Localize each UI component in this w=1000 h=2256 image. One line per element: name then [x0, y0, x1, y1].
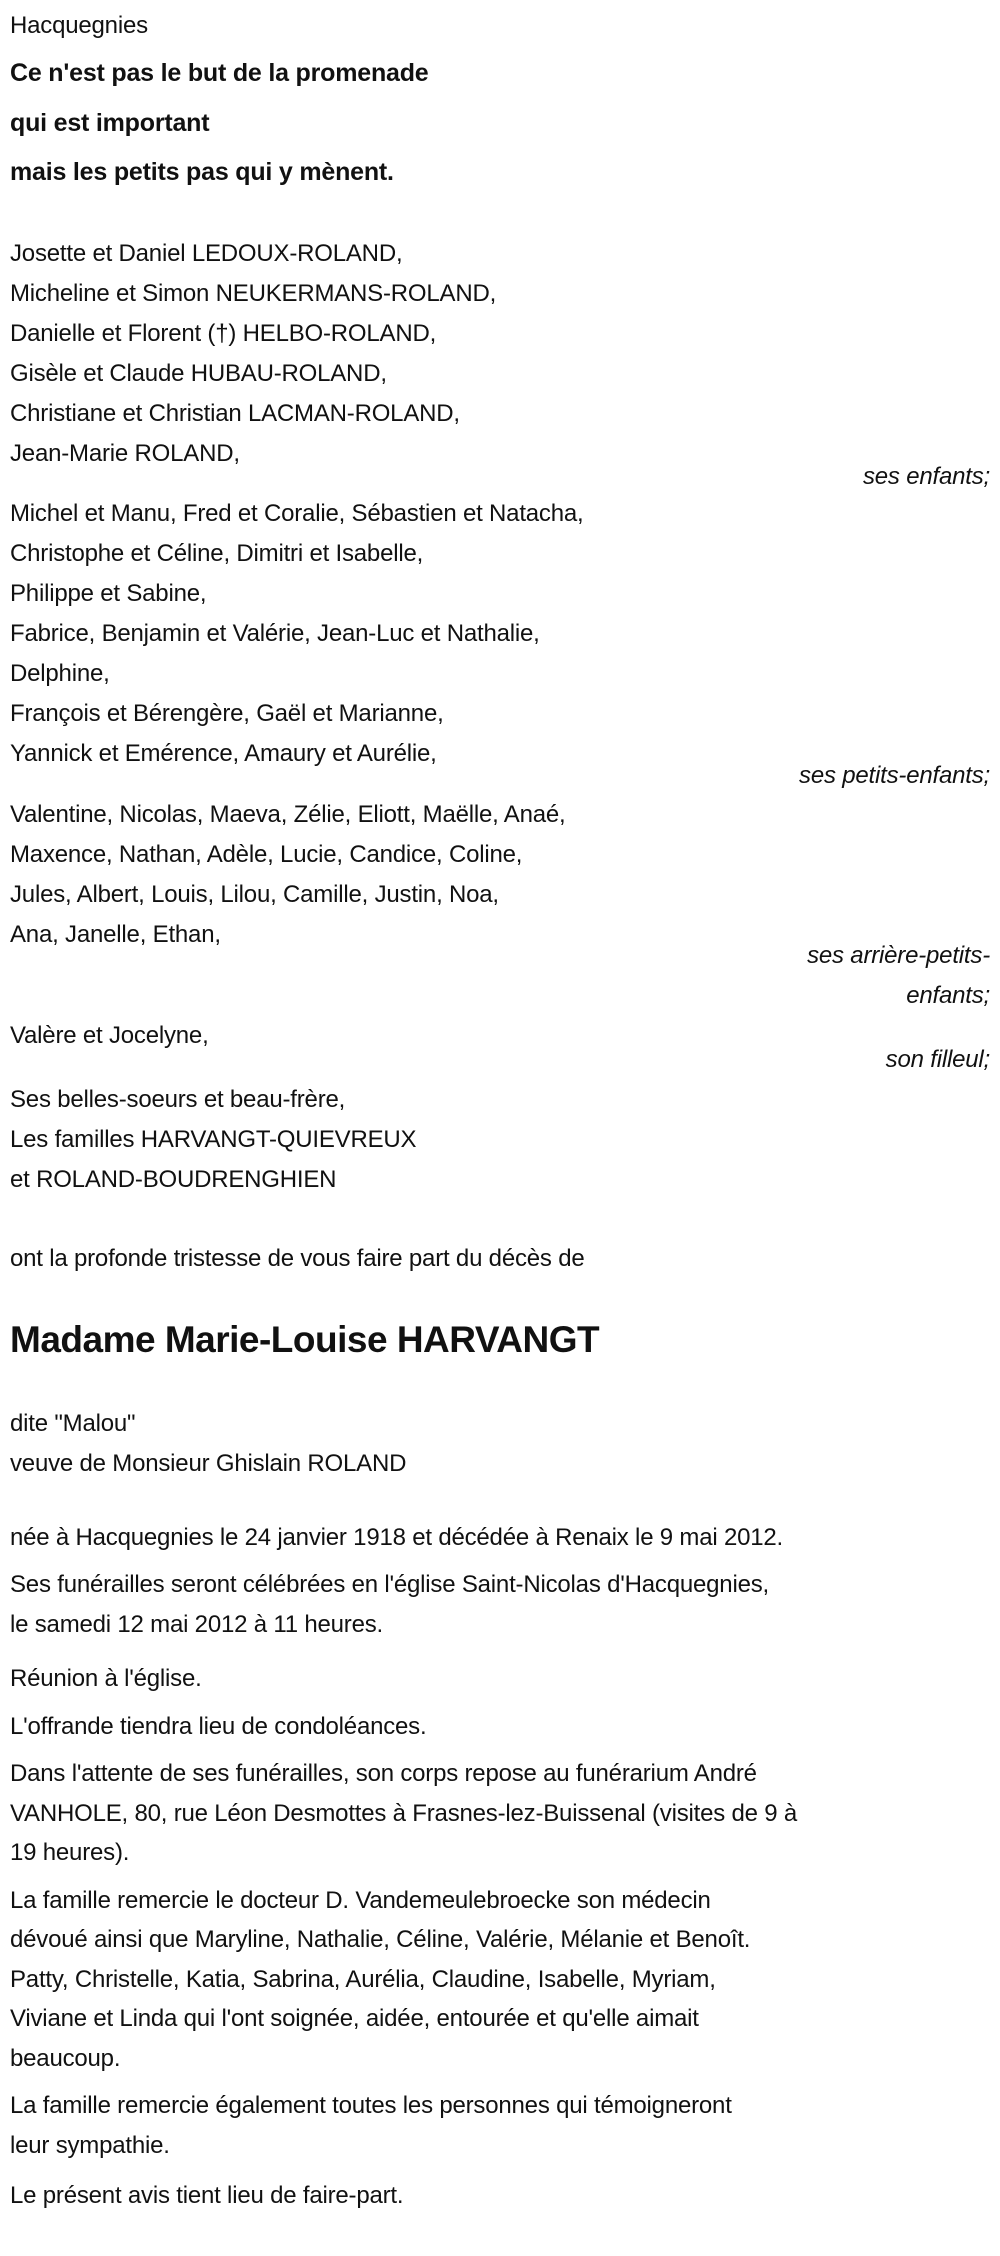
deceased-info	[10, 1404, 990, 1484]
relative-line: et ROLAND-BOUDRENGHIEN	[10, 1165, 337, 1193]
nickname: dite "Malou"	[10, 1409, 136, 1437]
paragraph-line: La famille remercie également toutes les personnes qui témoigneront	[10, 2092, 732, 2119]
relative-line: Les familles HARVANGT-QUIEVREUX	[10, 1125, 417, 1153]
paragraph-line: 19 heures).	[10, 1839, 130, 1866]
paragraph-line: Patty, Christelle, Katia, Sabrina, Aurélia, Claudine, Isabelle, Myriam,	[10, 1965, 716, 1993]
paragraph-line: beaucoup.	[10, 2044, 121, 2072]
birth-death-paragraph	[10, 1518, 990, 1558]
great-grandchildren-list	[10, 795, 990, 955]
grandchild-name: François et Bérengère, Gaël et Marianne,	[10, 699, 444, 727]
label-line: ses arrière-petits-	[807, 941, 990, 969]
great-grandchild-name: Valentine, Nicolas, Maeva, Zélie, Eliott, Maëlle, Anaé,	[10, 800, 566, 828]
paragraph-line: Réunion à l'église.	[10, 1665, 202, 1692]
paragraph-line: leur sympathie.	[10, 2131, 170, 2159]
great-grandchild-name: Maxence, Nathan, Adèle, Lucie, Candice, Coline,	[10, 840, 523, 868]
motto	[10, 49, 990, 198]
funeral-home-paragraph	[10, 1754, 990, 1873]
godson-label: son filleul;	[885, 1045, 990, 1073]
child-name: Danielle et Florent (†) HELBO-ROLAND,	[10, 319, 437, 347]
paragraph-line: le samedi 12 mai 2012 à 11 heures.	[10, 1610, 383, 1638]
grandchild-name: Yannick et Emérence, Amaury et Aurélie,	[10, 739, 437, 767]
sympathy-thanks-paragraph	[10, 2086, 990, 2165]
child-name: Jean-Marie ROLAND,	[10, 439, 240, 467]
relative-line: Ses belles-soeurs et beau-frère,	[10, 1085, 346, 1113]
children-list	[10, 234, 990, 474]
location: Hacquegnies	[10, 12, 148, 39]
child-name: Gisèle et Claude HUBAU-ROLAND,	[10, 359, 387, 387]
funeral-paragraph	[10, 1565, 990, 1644]
paragraph-line: née à Hacquegnies le 24 janvier 1918 et décédée à Renaix le 9 mai 2012.	[10, 1523, 784, 1551]
widow-of: veuve de Monsieur Ghislain ROLAND	[10, 1449, 407, 1477]
child-name: Micheline et Simon NEUKERMANS-ROLAND,	[10, 279, 497, 307]
godson-name: Valère et Jocelyne,	[10, 1021, 209, 1049]
label-line: enfants;	[906, 981, 990, 1009]
grandchild-name: Christophe et Céline, Dimitri et Isabelle,	[10, 539, 424, 567]
grandchildren-list	[10, 494, 990, 774]
paragraph-line: Viviane et Linda qui l'ont soignée, aidée, entourée et qu'elle aimait	[10, 2005, 699, 2032]
motto-line: Ce n'est pas le but de la promenade	[10, 59, 429, 87]
grandchild-name: Fabrice, Benjamin et Valérie, Jean-Luc et Nathalie,	[10, 619, 540, 647]
paragraph-line: VANHOLE, 80, rue Léon Desmottes à Frasnes-lez-Buissenal (visites de 9 à	[10, 1799, 798, 1827]
grandchild-name: Philippe et Sabine,	[10, 579, 207, 607]
meeting-paragraph	[10, 1659, 990, 1699]
child-name: Josette et Daniel LEDOUX-ROLAND,	[10, 239, 403, 267]
motto-line: mais les petits pas qui y mènent.	[10, 158, 394, 186]
great-grandchild-name: Jules, Albert, Louis, Lilou, Camille, Justin, Noa,	[10, 880, 499, 908]
other-relatives	[10, 1080, 990, 1200]
paragraph-line: Dans l'attente de ses funérailles, son corps repose au funérarium André	[10, 1760, 757, 1787]
deceased-name: Madame Marie-Louise HARVANGT	[10, 1318, 600, 1360]
motto-line: qui est important	[10, 108, 210, 137]
offering-paragraph	[10, 1707, 990, 1747]
paragraph-line: La famille remercie le docteur D. Vandemeulebroecke son médecin	[10, 1886, 711, 1914]
great-grandchild-name: Ana, Janelle, Ethan,	[10, 920, 221, 948]
details	[10, 1518, 990, 2216]
child-name: Christiane et Christian LACMAN-ROLAND,	[10, 399, 460, 427]
children-label: ses enfants;	[862, 462, 990, 490]
paragraph-line: Ses funérailles seront célébrées en l'église Saint-Nicolas d'Hacquegnies,	[10, 1571, 769, 1598]
paragraph-line: Le présent avis tient lieu de faire-part.	[10, 2182, 404, 2209]
thanks-paragraph	[10, 1881, 990, 2079]
grandchildren-label: ses petits-enfants;	[799, 761, 990, 789]
grandchild-name: Delphine,	[10, 659, 110, 687]
paragraph-line: dévoué ainsi que Maryline, Nathalie, Céline, Valérie, Mélanie et Benoît.	[10, 1926, 751, 1953]
paragraph-line: L'offrande tiendra lieu de condoléances.	[10, 1712, 427, 1740]
notice-paragraph	[10, 2176, 990, 2216]
grandchild-name: Michel et Manu, Fred et Coralie, Sébastien et Natacha,	[10, 499, 584, 527]
announcement: ont la profonde tristesse de vous faire part du décès de	[10, 1244, 585, 1272]
